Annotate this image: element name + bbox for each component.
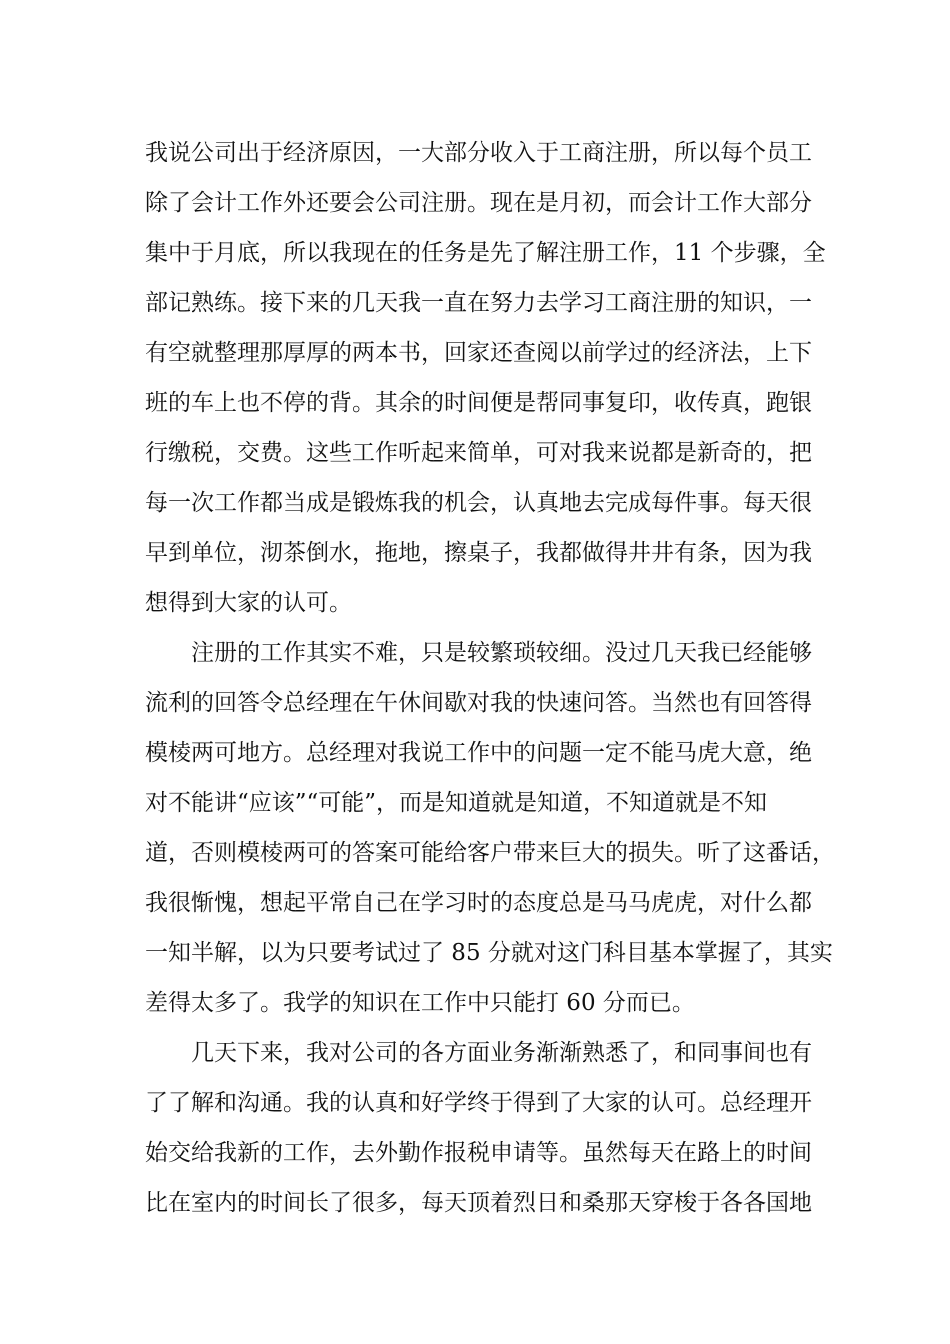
text-line: 了了解和沟通。我的认真和好学终于得到了大家的认可。总经理开 (145, 1090, 812, 1116)
text-line: 一知半解，以为只要考试过了 85 分就对这门科目基本掌握了，其实 (145, 940, 833, 966)
text-line: 比在室内的时间长了很多，每天顶着烈日和桑那天穿梭于各各国地 (145, 1190, 812, 1216)
text-line: 每一次工作都当成是锻炼我的机会，认真地去完成每件事。每天很 (145, 490, 812, 516)
text-line: 流利的回答令总经理在午休间歇对我的快速问答。当然也有回答得 (145, 690, 812, 716)
text-line: 班的车上也不停的背。其余的时间便是帮同事复印，收传真，跑银 (145, 390, 812, 416)
text-line: 想得到大家的认可。 (145, 590, 352, 616)
text-line: 我说公司出于经济原因，一大部分收入于工商注册，所以每个员工 (145, 140, 812, 166)
text-line: 道，否则模棱两可的答案可能给客户带来巨大的损失。听了这番话， (145, 840, 835, 866)
text-line: 有空就整理那厚厚的两本书，回家还查阅以前学过的经济法，上下 (145, 340, 812, 366)
text-line: 行缴税，交费。这些工作听起来简单，可对我来说都是新奇的，把 (145, 440, 812, 466)
text-line: 差得太多了。我学的知识在工作中只能打 60 分而已。 (145, 990, 695, 1016)
text-line: 集中于月底，所以我现在的任务是先了解注册工作，11 个步骤，全 (145, 240, 826, 266)
text-line: 早到单位，沏茶倒水，拖地，擦桌子，我都做得井井有条，因为我 (145, 540, 812, 566)
document-body (145, 128, 835, 1228)
text-line: 我很惭愧，想起平常自己在学习时的态度总是马马虎虎，对什么都 (145, 890, 812, 916)
text-line: 始交给我新的工作，去外勤作报税申请等。虽然每天在路上的时间 (145, 1140, 812, 1166)
text-line: 部记熟练。接下来的几天我一直在努力去学习工商注册的知识，一 (145, 290, 812, 316)
paragraph-first-line: 注册的工作其实不难，只是较繁琐较细。没过几天我已经能够 (191, 640, 812, 666)
text-line: 对不能讲“应该”“可能”，而是知道就是知道，不知道就是不知 (145, 790, 768, 816)
text-line: 除了会计工作外还要会公司注册。现在是月初，而会计工作大部分 (145, 190, 812, 216)
paragraph-first-line: 几天下来，我对公司的各方面业务渐渐熟悉了，和同事间也有 (191, 1040, 812, 1066)
text-line: 模棱两可地方。总经理对我说工作中的问题一定不能马虎大意，绝 (145, 740, 812, 766)
